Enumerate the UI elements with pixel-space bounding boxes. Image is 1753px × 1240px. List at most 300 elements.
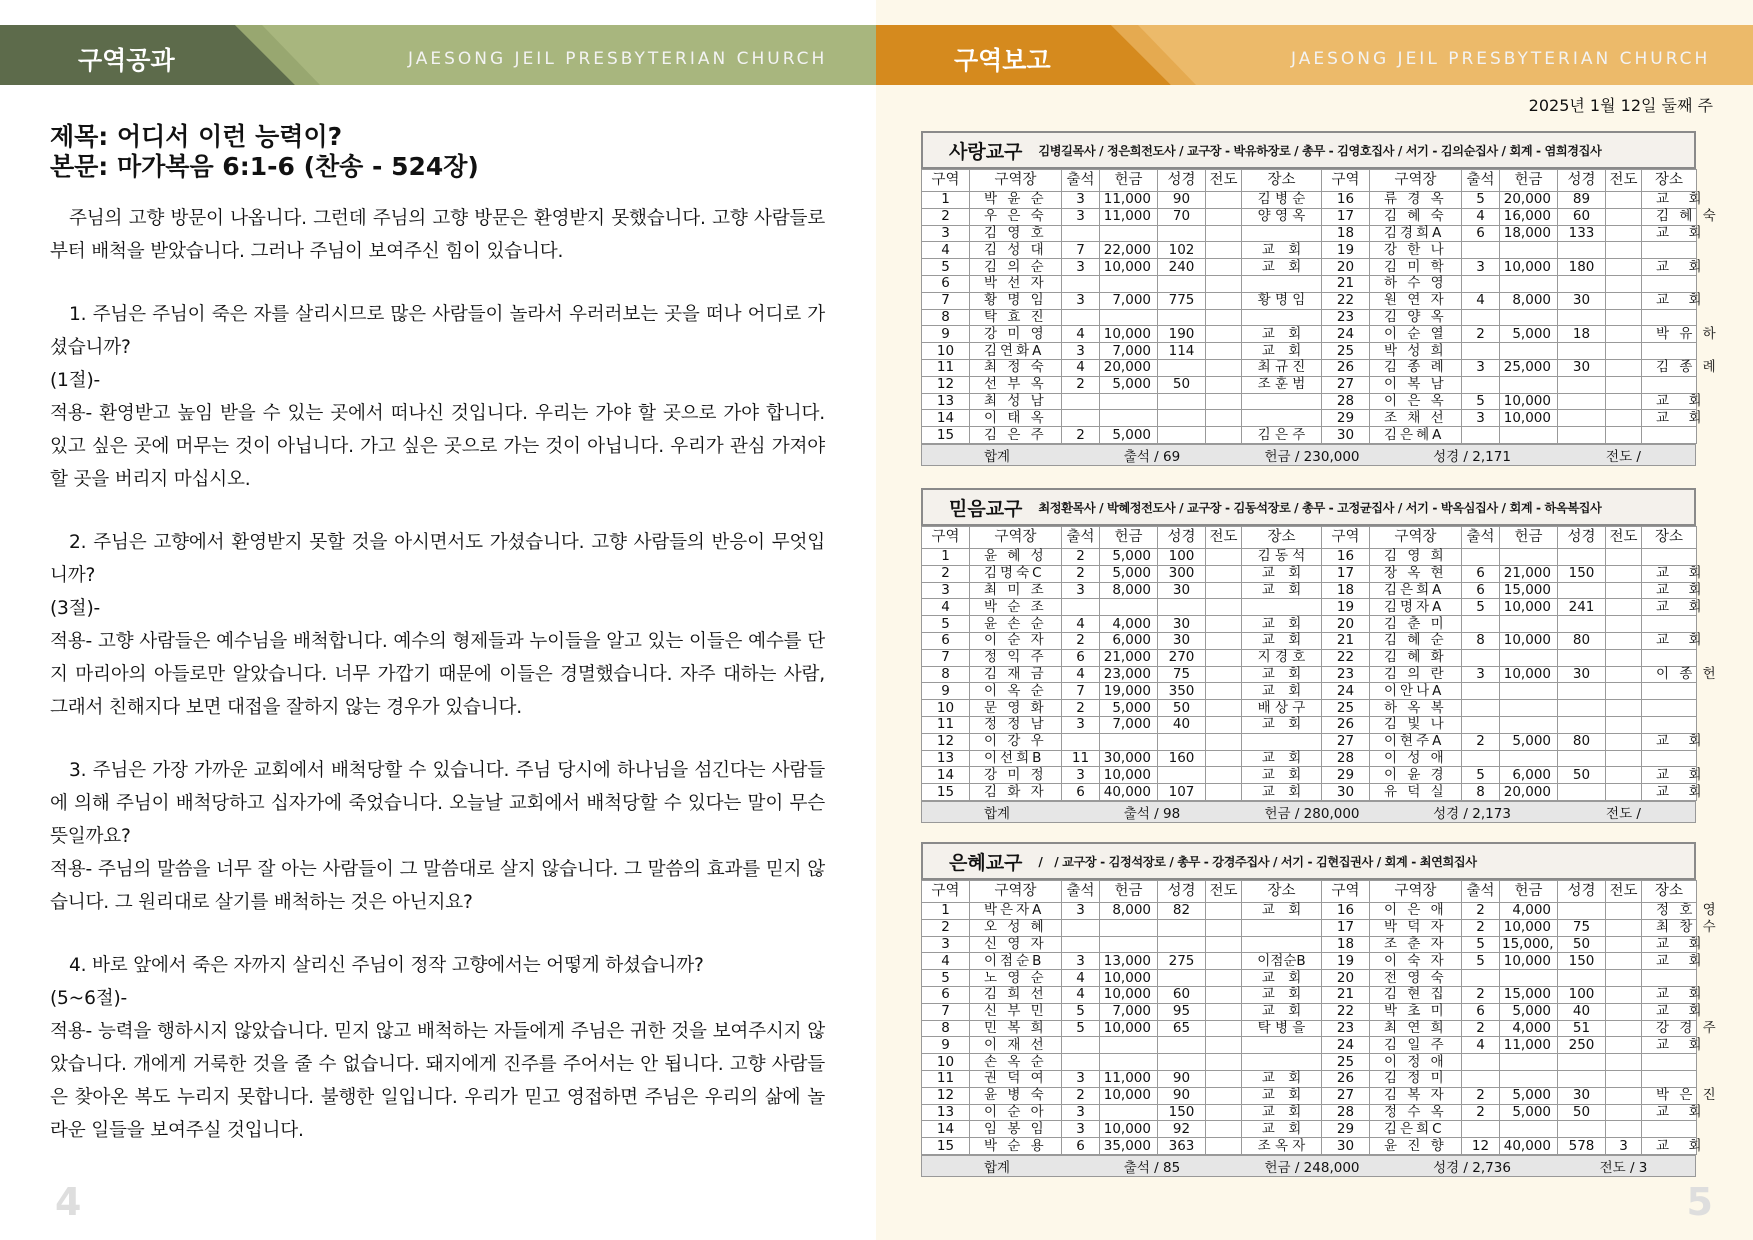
table-cell: 102 <box>1158 242 1206 259</box>
table-cell: 교 회 <box>1642 410 1697 427</box>
table-cell: 6 <box>922 632 970 649</box>
table-cell: 30,000 <box>1100 750 1158 767</box>
table-cell: 전 영 숙 <box>1370 970 1462 987</box>
table-cell: 28 <box>1322 1104 1370 1121</box>
table-cell: 박 은 진 <box>1642 1087 1697 1104</box>
table-cell: 27 <box>1322 376 1370 393</box>
table-cell: 8 <box>1462 632 1500 649</box>
table-cell <box>1606 716 1642 733</box>
table-cell: 24 <box>1322 683 1370 700</box>
table-row <box>922 292 1697 309</box>
table-cell: 7,000 <box>1100 343 1158 360</box>
table-cell: 23 <box>1322 309 1370 326</box>
table-cell: 김 은 주 <box>1242 427 1322 444</box>
table-cell: 교 회 <box>1642 582 1697 599</box>
table-cell: 190 <box>1158 326 1206 343</box>
table-cell: 4 <box>1462 292 1500 309</box>
table-cell: 15,000, <box>1500 936 1558 953</box>
table-cell <box>1062 1054 1100 1071</box>
table-cell: 교 회 <box>1642 1037 1697 1054</box>
table-cell: 6 <box>1062 1138 1100 1155</box>
table-cell <box>1242 393 1322 410</box>
table-cell: 3 <box>1462 359 1500 376</box>
table-cell <box>1206 242 1242 259</box>
table-cell: 20,000 <box>1100 359 1158 376</box>
table-cell: 3 <box>1062 767 1100 784</box>
lesson-paragraph-line: (3절)- <box>50 598 101 619</box>
table-cell <box>1206 666 1242 683</box>
table-cell: 노 영 순 <box>970 970 1062 987</box>
table-cell: 15 <box>922 1138 970 1155</box>
table-cell: 40 <box>1558 1003 1606 1020</box>
table-cell <box>1606 376 1642 393</box>
table-cell <box>1242 919 1322 936</box>
table-cell <box>1642 427 1697 444</box>
column-header: 출석 <box>1062 527 1100 549</box>
table-cell <box>1606 410 1642 427</box>
table-cell: 이 은 애 <box>1370 903 1462 920</box>
table-cell <box>1642 275 1697 292</box>
table-cell: 김 혜 화 <box>1370 649 1462 666</box>
table-cell: 이점순B <box>970 953 1062 970</box>
table-cell: 우 은 숙 <box>970 208 1062 225</box>
table-cell: 275 <box>1158 953 1206 970</box>
table-cell <box>1606 427 1642 444</box>
table-cell <box>1642 343 1697 360</box>
table-cell: 363 <box>1158 1138 1206 1155</box>
table-cell <box>1606 309 1642 326</box>
table-cell: 4 <box>922 242 970 259</box>
table-cell: 13 <box>922 393 970 410</box>
table-cell <box>1558 1054 1606 1071</box>
table-cell: 강 미 정 <box>970 767 1062 784</box>
table-cell: 4 <box>1462 208 1500 225</box>
table-cell: 90 <box>1158 192 1206 209</box>
table-cell: 6,000 <box>1500 767 1558 784</box>
table-row <box>922 1087 1697 1104</box>
table-cell: 박 선 자 <box>970 275 1062 292</box>
table-cell: 10,000 <box>1500 919 1558 936</box>
table-cell <box>1206 1070 1242 1087</box>
table-cell: 60 <box>1158 986 1206 1003</box>
column-header: 출석 <box>1462 527 1500 549</box>
table-cell: 지 경 호 <box>1242 649 1322 666</box>
table-cell <box>1206 953 1242 970</box>
table-cell: 11 <box>1062 750 1100 767</box>
table-cell: 50 <box>1558 936 1606 953</box>
table-cell: 3 <box>1062 582 1100 599</box>
lesson-paragraph-line: 적용- 환영받고 높임 받을 수 있는 곳에서 떠나신 것입니다. 우리는 가야 할 곳으로 가야 합니다. 있고 싶은 곳에 머무는 것이 아닙니다. 가고 싶은 곳으로 가는 것이 아닙니다. 우리가 관심 가져야 할 곳을 버리지 마십시오. <box>50 403 825 490</box>
table-cell: 12 <box>922 1087 970 1104</box>
table-row <box>922 750 1697 767</box>
table-cell <box>1606 1037 1642 1054</box>
table-cell: 50 <box>1558 1104 1606 1121</box>
table-cell: 2 <box>1062 1087 1100 1104</box>
column-header: 구역장 <box>970 170 1062 192</box>
table-cell: 교 회 <box>1642 986 1697 1003</box>
right-header-title: 구역보고 <box>954 46 1051 75</box>
table-cell <box>1558 393 1606 410</box>
table-cell: 9 <box>922 683 970 700</box>
table-cell: 11 <box>922 359 970 376</box>
table-cell <box>1206 309 1242 326</box>
table-row <box>922 986 1697 1003</box>
table-cell <box>1462 970 1500 987</box>
table-cell: 82 <box>1158 903 1206 920</box>
table-cell <box>1606 549 1642 566</box>
table-cell: 선 부 옥 <box>970 376 1062 393</box>
table-cell <box>1242 410 1322 427</box>
table-cell <box>1206 986 1242 1003</box>
table-cell: 23 <box>1322 1020 1370 1037</box>
table-cell: 30 <box>1322 784 1370 801</box>
table-cell: 박 성 희 <box>1370 343 1462 360</box>
table-cell <box>1642 970 1697 987</box>
table-cell: 5 <box>922 970 970 987</box>
table-cell <box>1606 1054 1642 1071</box>
table-cell <box>1462 716 1500 733</box>
table-cell: 2 <box>1062 549 1100 566</box>
table-cell: 5,000 <box>1100 427 1158 444</box>
table-cell: 5,000 <box>1500 733 1558 750</box>
table-cell: 김 춘 미 <box>1370 616 1462 633</box>
table-cell <box>1500 1070 1558 1087</box>
table-cell: 16 <box>1322 903 1370 920</box>
table-cell: 최 연 희 <box>1370 1020 1462 1037</box>
table-cell <box>1100 1054 1158 1071</box>
table-cell: 3 <box>1062 343 1100 360</box>
table-row <box>922 953 1697 970</box>
table-cell <box>1206 784 1242 801</box>
table-cell: 114 <box>1158 343 1206 360</box>
column-header: 구역 <box>922 527 970 549</box>
table-cell <box>1206 919 1242 936</box>
column-header: 성경 <box>1558 881 1606 903</box>
table-cell <box>1158 733 1206 750</box>
table-cell: 26 <box>1322 359 1370 376</box>
table-cell: 70 <box>1158 208 1206 225</box>
table-cell <box>1242 309 1322 326</box>
group-table <box>921 526 1719 801</box>
table-cell: 윤 병 숙 <box>970 1087 1062 1104</box>
table-cell: 17 <box>1322 208 1370 225</box>
table-cell: 7 <box>922 649 970 666</box>
lesson-section <box>50 122 825 1147</box>
table-cell <box>1206 683 1242 700</box>
table-cell: 김 정 미 <box>1370 1070 1462 1087</box>
table-cell: 10,000 <box>1500 632 1558 649</box>
group-total-row <box>921 444 1696 466</box>
table-cell <box>1462 700 1500 717</box>
lesson-paragraph-line: (1절)- <box>50 370 101 391</box>
table-cell: 8,000 <box>1100 903 1158 920</box>
table-cell <box>1206 343 1242 360</box>
table-cell: 2 <box>922 565 970 582</box>
table-row <box>922 343 1697 360</box>
table-cell: 10 <box>922 700 970 717</box>
table-row <box>922 767 1697 784</box>
table-cell: 민 복 희 <box>970 1020 1062 1037</box>
group-table <box>921 169 1719 444</box>
table-row <box>922 1020 1697 1037</box>
lesson-paragraph-line: 적용- 주님의 말씀을 너무 잘 아는 사람들이 그 말씀대로 살지 않습니다. 그 말씀의 효과를 믿지 않습니다. 그 원리대로 살기를 배척하는 것은 아닌지요? <box>50 859 825 913</box>
column-header: 구역 <box>1322 170 1370 192</box>
table-cell: 교 회 <box>1642 1003 1697 1020</box>
table-cell: 23,000 <box>1100 666 1158 683</box>
table-cell: 정 호 영 <box>1642 903 1697 920</box>
table-cell: 20 <box>1322 970 1370 987</box>
table-cell: 14 <box>922 1121 970 1138</box>
table-cell <box>1462 343 1500 360</box>
table-header-row <box>922 527 1697 549</box>
column-header: 구역 <box>1322 881 1370 903</box>
table-cell: 김명자A <box>1370 599 1462 616</box>
table-cell: 10,000 <box>1500 599 1558 616</box>
table-cell: 김연화A <box>970 343 1062 360</box>
table-cell: 50 <box>1158 700 1206 717</box>
table-cell: 2 <box>1462 733 1500 750</box>
table-cell: 4 <box>1062 666 1100 683</box>
table-cell <box>1062 599 1100 616</box>
table-cell <box>1500 275 1558 292</box>
table-cell: 6 <box>1462 565 1500 582</box>
column-header: 성경 <box>1158 527 1206 549</box>
table-cell <box>1558 970 1606 987</box>
table-cell <box>1206 970 1242 987</box>
table-cell <box>1500 683 1558 700</box>
table-row <box>922 410 1697 427</box>
table-cell: 8,000 <box>1500 292 1558 309</box>
table-cell: 김 병 순 <box>1242 192 1322 209</box>
column-header: 구역장 <box>970 881 1062 903</box>
column-header: 헌금 <box>1100 527 1158 549</box>
table-cell: 강 경 주 <box>1642 1020 1697 1037</box>
total-label: 합계 <box>983 1159 1011 1176</box>
table-cell <box>1206 700 1242 717</box>
group-total-row <box>921 1155 1696 1177</box>
table-cell: 6 <box>922 275 970 292</box>
table-cell <box>1558 903 1606 920</box>
table-cell: 김 종 례 <box>1642 359 1697 376</box>
table-cell <box>1206 1104 1242 1121</box>
table-cell: 교 회 <box>1642 767 1697 784</box>
table-cell: 21,000 <box>1500 565 1558 582</box>
column-header: 전도 <box>1606 527 1642 549</box>
table-cell <box>1642 1070 1697 1087</box>
table-cell: 5 <box>1462 767 1500 784</box>
table-cell: 이 순 자 <box>970 632 1062 649</box>
table-cell: 30 <box>1558 292 1606 309</box>
table-cell: 18 <box>1558 326 1606 343</box>
table-cell: 박 유 하 <box>1642 326 1697 343</box>
table-cell: 22 <box>1322 649 1370 666</box>
table-cell: 강 미 영 <box>970 326 1062 343</box>
table-cell: 14 <box>922 410 970 427</box>
table-cell <box>1462 549 1500 566</box>
table-cell: 10,000 <box>1500 953 1558 970</box>
table-cell: 27 <box>1322 1087 1370 1104</box>
table-cell: 5,000 <box>1100 549 1158 566</box>
table-cell: 교 회 <box>1642 1104 1697 1121</box>
total-evangelism: 전도 / <box>1606 448 1641 465</box>
table-cell: 1 <box>922 549 970 566</box>
table-cell: 19 <box>1322 599 1370 616</box>
table-row <box>922 192 1697 209</box>
table-cell: 16 <box>1322 192 1370 209</box>
table-cell <box>1206 750 1242 767</box>
total-label: 합계 <box>983 805 1011 822</box>
table-cell <box>1606 192 1642 209</box>
table-cell <box>1158 936 1206 953</box>
column-header: 구역장 <box>1370 527 1462 549</box>
table-cell <box>1242 1037 1322 1054</box>
table-cell: 9 <box>922 1037 970 1054</box>
table-cell: 김 화 자 <box>970 784 1062 801</box>
column-header: 구역장 <box>1370 881 1462 903</box>
table-cell <box>1558 1121 1606 1138</box>
table-cell: 10,000 <box>1100 767 1158 784</box>
table-cell: 107 <box>1158 784 1206 801</box>
table-cell: 2 <box>1062 565 1100 582</box>
table-cell <box>1462 427 1500 444</box>
table-cell <box>1500 376 1558 393</box>
column-header: 헌금 <box>1500 527 1558 549</box>
table-cell <box>1158 427 1206 444</box>
table-cell: 교 회 <box>1642 393 1697 410</box>
table-cell <box>1158 970 1206 987</box>
right-header-church-name: JAESONG JEIL PRESBYTERIAN CHURCH <box>1291 49 1711 69</box>
table-cell <box>1206 1054 1242 1071</box>
table-cell: 240 <box>1158 259 1206 276</box>
lesson-paragraph-line: 3. 주님은 가장 가까운 교회에서 배척당할 수 있습니다. 주님 당시에 하나님을 섬긴다는 사람들에 의해 주님이 배척당하고 십자가에 죽었습니다. 오늘날 교회에서 배척당할 수 있다는 말이 무슨 뜻일까요? <box>50 760 825 847</box>
table-cell: 교 회 <box>1642 565 1697 582</box>
column-header: 전도 <box>1606 881 1642 903</box>
table-row <box>922 427 1697 444</box>
table-row <box>922 208 1697 225</box>
table-cell: 임 봉 임 <box>970 1121 1062 1138</box>
table-cell: 교 회 <box>1242 683 1322 700</box>
column-header: 전도 <box>1206 881 1242 903</box>
table-cell: 교 회 <box>1242 750 1322 767</box>
table-cell: 강 한 나 <box>1370 242 1462 259</box>
table-cell: 교 회 <box>1242 632 1322 649</box>
table-cell <box>1062 225 1100 242</box>
table-cell <box>1606 767 1642 784</box>
table-cell: 이 태 옥 <box>970 410 1062 427</box>
table-cell: 유 덕 실 <box>1370 784 1462 801</box>
table-cell: 40,000 <box>1500 1138 1558 1155</box>
table-cell <box>1500 1121 1558 1138</box>
table-cell <box>1606 784 1642 801</box>
table-cell <box>1558 427 1606 444</box>
table-cell: 김은혜A <box>1370 427 1462 444</box>
table-cell: 교 회 <box>1242 582 1322 599</box>
table-cell: 26 <box>1322 1070 1370 1087</box>
table-cell: 6 <box>1462 1003 1500 1020</box>
table-cell: 150 <box>1158 1104 1206 1121</box>
table-cell: 2 <box>1462 326 1500 343</box>
table-cell: 교 회 <box>1242 1121 1322 1138</box>
table-cell: 7 <box>1062 242 1100 259</box>
table-row <box>922 1138 1697 1155</box>
table-cell: 오 성 혜 <box>970 919 1062 936</box>
table-cell <box>1606 683 1642 700</box>
table-cell <box>1642 1121 1697 1138</box>
table-cell: 17 <box>1322 565 1370 582</box>
table-cell <box>1558 582 1606 599</box>
table-row <box>922 242 1697 259</box>
table-cell: 10,000 <box>1500 666 1558 683</box>
table-cell: 19 <box>1322 242 1370 259</box>
table-cell: 이 은 옥 <box>1370 393 1462 410</box>
table-cell <box>1606 986 1642 1003</box>
table-cell <box>1100 410 1158 427</box>
table-cell <box>1606 582 1642 599</box>
table-cell <box>1500 1054 1558 1071</box>
table-cell: 교 회 <box>1242 326 1322 343</box>
table-cell: 윤 손 순 <box>970 616 1062 633</box>
table-cell <box>1606 275 1642 292</box>
table-cell <box>1642 309 1697 326</box>
table-cell: 김 은 주 <box>970 427 1062 444</box>
table-cell: 5 <box>1462 953 1500 970</box>
table-cell: 신 영 자 <box>970 936 1062 953</box>
table-cell <box>1462 376 1500 393</box>
table-cell: 김 동 석 <box>1242 549 1322 566</box>
table-row <box>922 683 1697 700</box>
table-cell <box>1606 242 1642 259</box>
table-cell: 교 회 <box>1242 1003 1322 1020</box>
table-cell: 정 수 옥 <box>1370 1104 1462 1121</box>
table-cell: 김 복 자 <box>1370 1087 1462 1104</box>
table-row <box>922 784 1697 801</box>
table-cell: 교 회 <box>1242 970 1322 987</box>
table-cell: 박 초 미 <box>1370 1003 1462 1020</box>
table-row <box>922 919 1697 936</box>
table-cell: 22 <box>1322 292 1370 309</box>
table-cell <box>1158 225 1206 242</box>
table-cell: 80 <box>1558 733 1606 750</box>
table-cell: 이현주A <box>1370 733 1462 750</box>
table-cell: 29 <box>1322 410 1370 427</box>
paragraph-gap <box>50 919 825 949</box>
table-cell: 교 회 <box>1242 1104 1322 1121</box>
column-header: 전도 <box>1206 527 1242 549</box>
table-cell <box>1606 225 1642 242</box>
table-cell: 2 <box>1462 919 1500 936</box>
table-cell: 2 <box>1062 632 1100 649</box>
table-cell: 30 <box>1558 359 1606 376</box>
table-cell: 14 <box>922 767 970 784</box>
table-cell: 95 <box>1158 1003 1206 1020</box>
table-cell: 775 <box>1158 292 1206 309</box>
table-cell <box>1606 1087 1642 1104</box>
table-row <box>922 549 1697 566</box>
table-cell <box>1206 549 1242 566</box>
table-cell: 3 <box>1062 192 1100 209</box>
table-cell: 5 <box>1462 393 1500 410</box>
table-cell: 9 <box>922 326 970 343</box>
table-cell <box>1606 649 1642 666</box>
table-row <box>922 970 1697 987</box>
table-cell: 25 <box>1322 343 1370 360</box>
table-cell: 250 <box>1558 1037 1606 1054</box>
table-cell: 16,000 <box>1500 208 1558 225</box>
table-cell: 5,000 <box>1500 1104 1558 1121</box>
group-staff: 최정환목사 / 박혜정전도사 / 교구장 - 김동석장로 / 총무 - 고정균집사 / 서기 - 박옥심집사 / 회계 - 하옥복집사 <box>1038 500 1602 515</box>
table-cell: 22 <box>1322 1003 1370 1020</box>
table-cell <box>1206 225 1242 242</box>
